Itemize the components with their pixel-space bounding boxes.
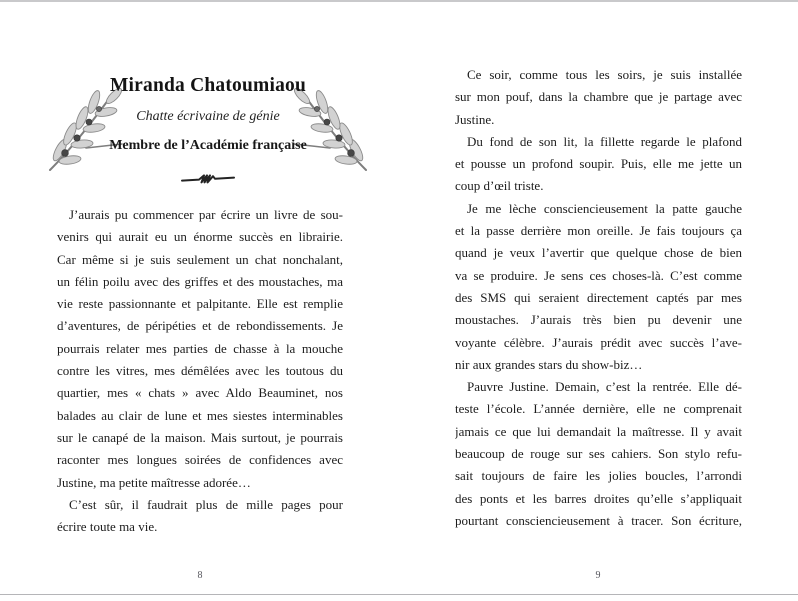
bottom-border	[0, 594, 798, 595]
text-line: sait toujours de faire les jolies boucles, l’arrondi	[455, 468, 742, 484]
text-line: d’aventures, de péripéties et de rebondissements. Je	[57, 318, 343, 334]
text-line: beaucoup de rouge sur ses cahiers. Son stylo refu-	[455, 446, 742, 462]
text-line: nir aux grandes stars du show-biz…	[455, 356, 643, 372]
text-line: jamais ce que lui demandait la maîtresse. Il y avait	[455, 423, 742, 439]
text-line: sur mon pouf, dans la chambre que je partage avec	[455, 89, 742, 105]
text-line: coup d’œil triste.	[455, 178, 544, 194]
text-line: raconter mes longues soirées de confidences avec	[57, 452, 343, 468]
text-line: sur le canapé de la maison. Mais surtout, je pourrais	[57, 429, 343, 445]
author-subtitle: Chatte écrivaine de génie	[136, 109, 280, 124]
squiggle-divider-icon	[181, 172, 235, 186]
text-line: un félin poilu avec des griffes et des moustaches, ma	[57, 273, 343, 289]
left-page-body	[57, 204, 343, 538]
text-line: Justine.	[455, 111, 495, 127]
text-line: pourrais relater mes parties de chasse à la mouche	[57, 340, 343, 356]
text-line: teste l’école. L’année dernière, elle ne comprenait	[455, 401, 742, 417]
top-border	[0, 0, 798, 2]
author-membership: Membre de l’Académie française	[109, 138, 307, 153]
page-number-right: 9	[595, 570, 601, 581]
text-line: C’est sûr, il faudrait plus de mille pages pour	[69, 496, 343, 512]
text-line: Car même si je suis seulement un chat nonchalant,	[57, 251, 343, 267]
text-line: moustaches. J’aurais très bien pu devenir une	[455, 312, 742, 328]
text-line: pourtant consciencieusement à tracer. Son écriture,	[455, 512, 742, 528]
text-line: Pauvre Justine. Demain, c’est la rentrée. Elle dé-	[467, 379, 742, 395]
text-line: contre les vitres, mes démêlées avec les toutous du	[57, 363, 343, 379]
text-line: des SMS qui seraient directement captés par mes	[455, 289, 742, 305]
text-line: écrire toute ma vie.	[57, 519, 158, 535]
author-name: Miranda Chatoumiaou	[109, 75, 307, 96]
text-line: Ce soir, comme tous les soirs, je suis installée	[467, 67, 742, 82]
page-number-left: 8	[197, 570, 203, 581]
text-line: et la passe derrière mon oreille. Je fais toujours ça	[455, 223, 742, 239]
text-line: quartier, mes « chats » avec Aldo Beauminet, nos	[57, 385, 343, 401]
text-line: J’aurais pu commencer par écrire un livre de sou-	[69, 207, 343, 222]
text-line: va se produire. Je sens ces choses-là. C’est comme	[455, 267, 742, 283]
text-line: vie reste passionnante et palpitante. Elle est remplie	[57, 296, 343, 312]
text-line: balades au clair de lune et mes siestes interminables	[57, 407, 343, 423]
text-line: venirs qui aurait eu un énorme succès en librairie.	[57, 229, 343, 245]
text-line: voyante célèbre. J’aurais prédit avec succès l’ave-	[455, 334, 742, 350]
right-page-body	[455, 64, 742, 532]
text-line: Du fond de son lit, la fillette regarde le plafond	[467, 133, 742, 149]
text-line: des ponts et les barres droites qu’elle s’appliquait	[455, 490, 742, 506]
text-line: et pousse un profond soupir. Puis, elle me jette un	[455, 156, 742, 172]
text-line: Justine, ma petite maîtresse adorée…	[57, 474, 251, 490]
text-line: quand je veux l’avertir que quelque chose de bien	[455, 245, 742, 261]
text-line: Je me lèche consciencieusement la patte gauche	[467, 200, 742, 216]
